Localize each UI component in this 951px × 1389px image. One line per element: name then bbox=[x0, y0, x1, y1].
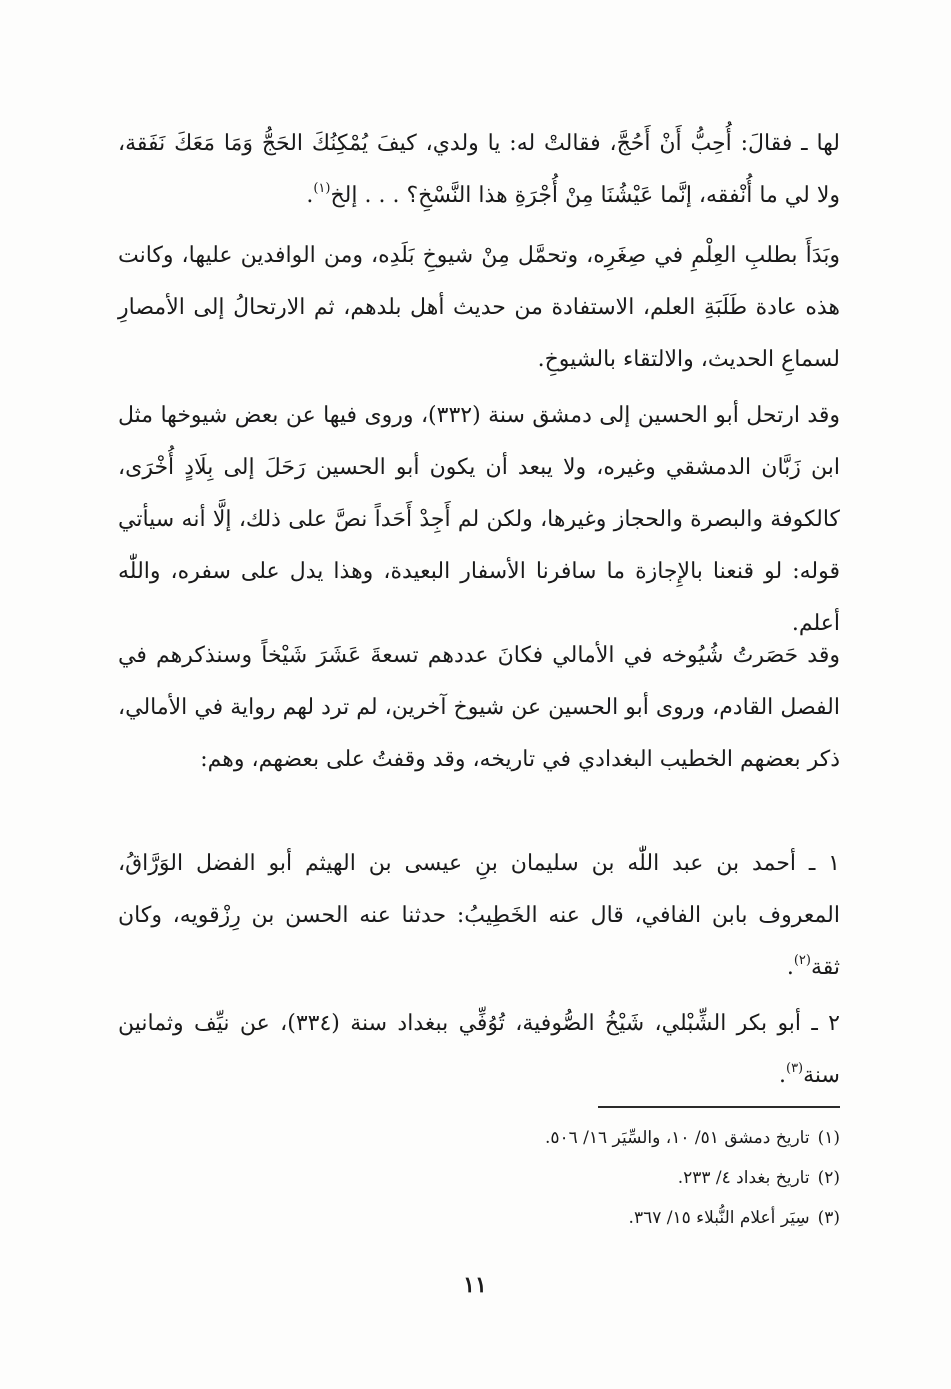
footnote-1 bbox=[300, 1118, 840, 1158]
footnote-3 bbox=[300, 1198, 840, 1238]
footnote-2-text: تاريخ بغداد ٤/ ٢٣٣. bbox=[677, 1168, 810, 1188]
list-item-2-end: . bbox=[778, 1063, 786, 1088]
paragraph-4 bbox=[118, 630, 840, 786]
list-item-1-text: ١ ـ أحمد بن عبد اللّٰه بن سليمان بنِ عيسى بن الهيثم أبو الفضل الوَرَّاقُ، المعروف بابن الفافي، قال عنه الخَطِيبُ: حدثنا عنه الحسن بن رِزْقويه، وكان ثقة bbox=[118, 851, 840, 980]
list-item-1-end: . bbox=[786, 955, 794, 980]
footnote-1-text: تاريخ دمشق ٥١/ ١٠، والسِّيَر ١٦/ ٥٠٦. bbox=[544, 1128, 810, 1148]
list-item-2 bbox=[118, 998, 840, 1105]
footnote-2-number: (٢) bbox=[817, 1168, 840, 1188]
footnote-3-text: سِيَر أعلام النُّبلاء ١٥/ ٣٦٧. bbox=[628, 1208, 810, 1228]
paragraph-2-text: وبَدَأَ بطلبِ العِلْمِ في صِغَرِه، وتحمَّل مِنْ شيوخِ بَلَدِه، ومن الوافدين عليها، وكانت هذه عادة طَلَبَةِ العلم، الاستفادة من حديث أهل بلدهم، ثم الارتحالُ إلى الأمصارِ لسماعِ الحديث، والالتقاء بالشيوخِ. bbox=[118, 243, 840, 372]
list-item-2-text: ٢ ـ أبو بكر الشِّبْلي، شَيْخُ الصُّوفية، تُوُفِّي ببغداد سنة (٣٣٤)، عن نيِّف وثمانين سنة bbox=[118, 1011, 840, 1088]
footnote-1-number: (١) bbox=[817, 1128, 840, 1148]
footnote-3-number: (٣) bbox=[817, 1208, 840, 1228]
footnote-ref-2: (٢) bbox=[793, 953, 811, 968]
footnote-divider bbox=[598, 1106, 840, 1108]
footnotes bbox=[300, 1118, 840, 1238]
footnote-ref-3: (٣) bbox=[785, 1061, 804, 1076]
footnote-2 bbox=[300, 1158, 840, 1198]
paragraph-1-text: لها ـ فقالَ: أُحِبُّ أَنْ أَحُجَّ، فقالتْ له: يا ولدي، كيفَ يُمْكِنُكَ الحَجُّ وَمَا مَعَكَ نَفَقة، ولا لي ما أُنْفقه، إنَّما عَيْشُنَا مِنْ أُجْرَةِ هذا النَّسْخِ؟ . . . إلخ bbox=[118, 131, 840, 208]
paragraph-3-text: وقد ارتحل أبو الحسين إلى دمشق سنة (٣٣٢)، وروى فيها عن بعض شيوخها مثل ابن زَبَّان الدمشقي وغيره، ولا يبعد أن يكون أبو الحسين رَحَلَ إلى بِلَادٍ أُخْرَى، كالكوفة والبصرة والحجاز وغيرها، ولكن لم أَجِدْ أَحَداً نصَّ على ذلك، إلَّا أنه سيأتي قوله: لو قنعنا بالإِجازة ما سافرنا الأسفار البعيدة، وهذا يدل على سفره، واللّٰه أعلم. bbox=[118, 403, 841, 636]
paragraph-1 bbox=[118, 118, 840, 225]
footnote-ref-1: (١) bbox=[313, 181, 331, 196]
paragraph-2 bbox=[118, 230, 840, 386]
paragraph-3 bbox=[118, 390, 840, 650]
paragraph-4-text: وقد حَصَرتُ شُيُوخه في الأمالي فكانَ عددهم تسعةَ عَشَرَ شَيْخاً وسنذكرهم في الفصل القادم، وروى أبو الحسين عن شيوخ آخرين، لم ترد لهم رواية في الأمالي، ذكر بعضهم الخطيب البغدادي في تاريخه، وقد وقفتُ على بعضهم، وهم: bbox=[118, 643, 840, 772]
page-number: ١١ bbox=[463, 1272, 487, 1298]
paragraph-1-end: . bbox=[306, 183, 314, 208]
list-item-1 bbox=[118, 838, 840, 997]
